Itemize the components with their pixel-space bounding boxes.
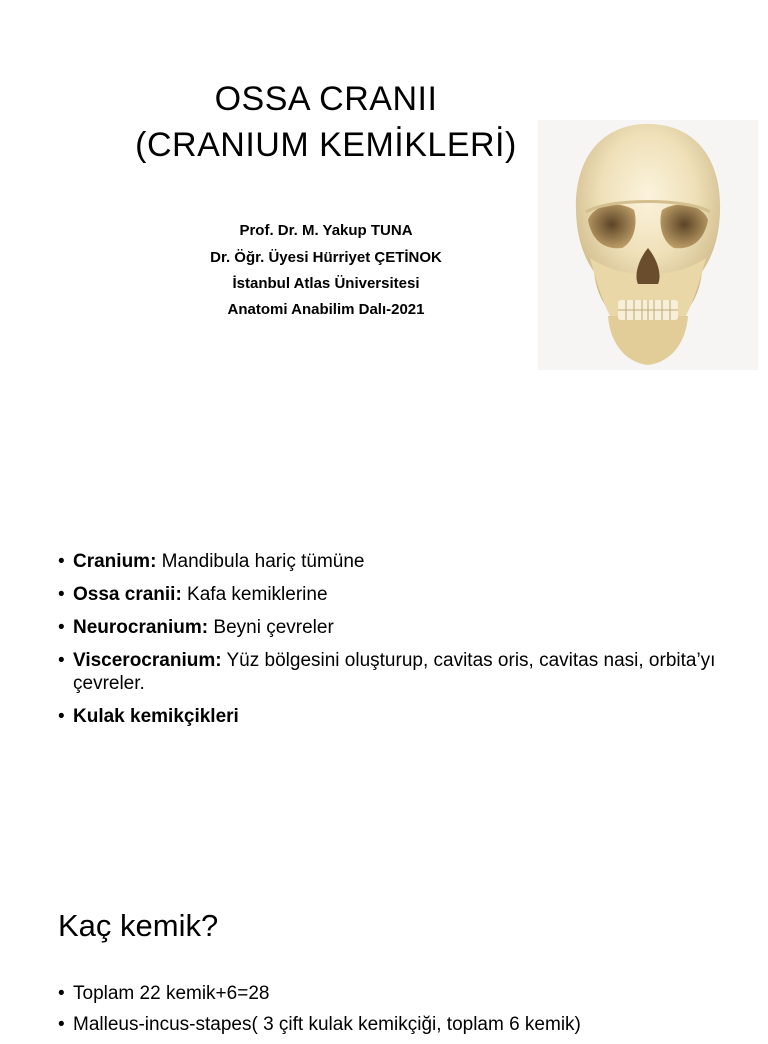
term-label: Neurocranium: [73,617,209,638]
bullet-icon: • [58,1014,65,1035]
list-item-text: Malleus-incus-stapes( 3 çift kulak kemikçiği, toplam 6 kemik) [73,1014,581,1035]
bullet-icon: • [58,584,65,605]
author-line-2: Dr. Öğr. Üyesi Hürriyet ÇETİNOK [210,249,442,266]
definitions-list [58,550,718,738]
list-item-text: Toplam 22 kemik+6=28 [73,983,270,1004]
term-description: Kafa kemiklerine [181,584,328,605]
list-item [58,649,718,695]
term-label: Kulak kemikçikleri [73,706,239,727]
bullet-icon: • [58,617,65,638]
skull-image [538,120,758,370]
list-item [58,616,718,639]
list-item [58,705,718,728]
list-item [58,583,718,606]
term-label: Cranium: [73,551,157,572]
author-line-3: İstanbul Atlas Üniversitesi [232,275,420,292]
list-item [58,550,718,573]
bone-count-slide [0,890,768,1035]
bullet-icon: • [58,551,65,572]
skull-icon [538,120,758,370]
term-description: Yüz bölgesini oluşturup, cavitas oris, cavitas nasi, orbita’yı çevreler. [73,650,716,694]
term-label: Viscerocranium: [73,650,222,671]
section-title: Kaç kemik? [58,908,219,943]
definitions-slide [0,520,768,780]
term-description: Beyni çevreler [208,617,334,638]
bullet-icon: • [58,650,65,671]
title-slide [0,0,768,400]
term-description: Mandibula hariç tümüne [156,551,365,572]
list-item [58,1013,758,1036]
bullet-icon: • [58,983,65,1004]
slide-title-line-2: (CRANIUM KEMİKLERİ) [135,126,517,164]
list-item [58,982,758,1005]
bullet-icon: • [58,706,65,727]
author-line-4: Anatomi Anabilim Dalı-2021 [227,301,425,318]
author-line-1: Prof. Dr. M. Yakup TUNA [239,222,413,239]
slide-title-line-1: OSSA CRANII [214,80,438,118]
bone-count-list [58,982,758,1044]
term-label: Ossa cranii: [73,584,182,605]
